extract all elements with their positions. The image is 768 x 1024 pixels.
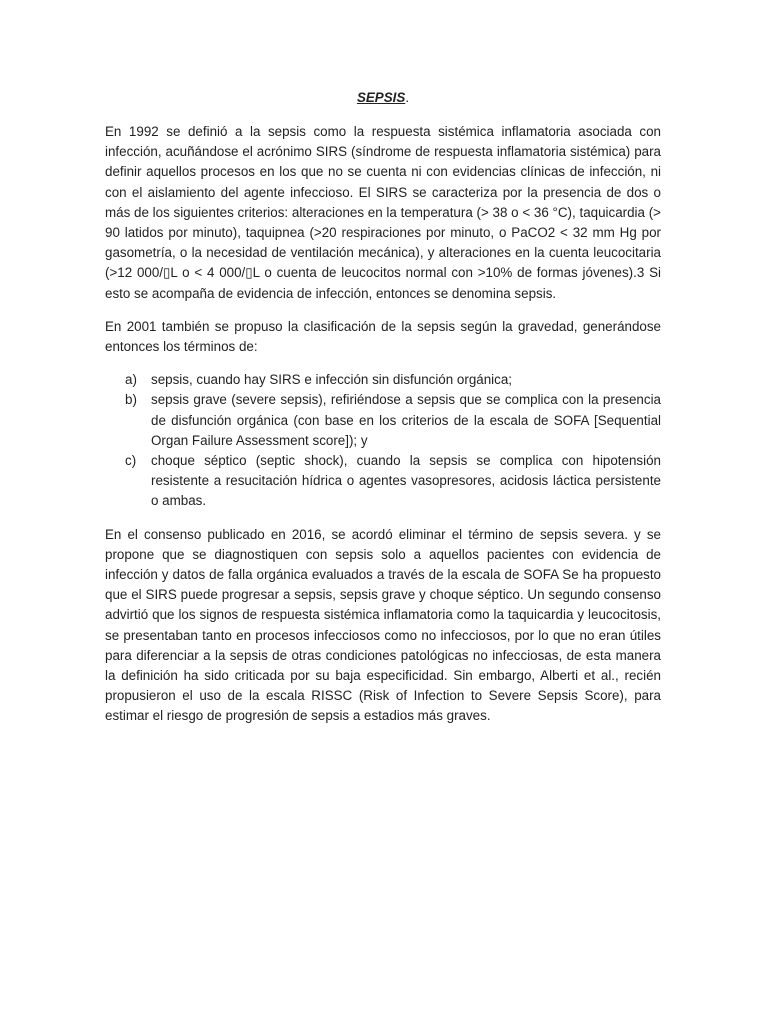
list-item-text: sepsis, cuando hay SIRS e infección sin disfunción orgánica; xyxy=(151,372,513,388)
list-item xyxy=(105,390,661,451)
list-item xyxy=(105,370,661,390)
list-item-text: choque séptico (septic shock), cuando la sepsis se complica con hipotensión resistente a resucitación hídrica o agentes vasopresores, acidosis láctica persistente o ambas. xyxy=(151,453,661,509)
list-marker: c) xyxy=(125,453,137,469)
title-period: . xyxy=(405,90,410,105)
title-text: SEPSIS xyxy=(356,90,406,105)
list-marker: a) xyxy=(125,372,137,388)
paragraph-2016-consensus: En el consenso publicado en 2016, se acordó eliminar el término de sepsis severa. y se propone que se diagnostiquen con sepsis solo a aquellos pacientes con evidencia de infección y datos de falla orgánica evaluados a través de la escala de SOFA Se ha propuesto que el SIRS puede progresar a sepsis, sepsis grave y choque séptico. Un segundo consenso advirtió que los signos de respuesta sistémica inflamatoria como la taquicardia y leucocitosis, se presentaban tanto en procesos infecciosos como no infecciosos, por lo que no eran útiles para diferenciar a la sepsis de otras condiciones patológicas no infecciosas, de esta manera la definición ha sido criticada por su baja especificidad. Sin embargo, Alberti et al., recién propusieron el uso de la escala RISSC (Risk of Infection to Severe Sepsis Score), para estimar el riesgo de progresión de sepsis a estadios más graves. xyxy=(105,526,661,724)
list-marker: b) xyxy=(125,392,137,408)
document-title xyxy=(105,88,661,108)
list-item-text: sepsis grave (severe sepsis), refiriéndose a sepsis que se complica con la presencia de disfunción orgánica (con base en los criterios de la escala de SOFA [Sequential Organ Failure Assessment score]); y xyxy=(151,392,661,448)
paragraph-2001-classification: En 2001 también se propuso la clasificación de la sepsis según la gravedad, generándose entonces los términos de: xyxy=(105,318,661,355)
classification-list xyxy=(105,370,661,511)
document-page xyxy=(105,88,661,740)
paragraph-1992-definition: En 1992 se definió a la sepsis como la respuesta sistémica inflamatoria asociada con infección, acuñándose el acrónimo SIRS (síndrome de respuesta inflamatoria sistémica) para definir aquellos procesos en los que no se cuenta ni con evidencias clínicas de infección, ni con el aislamiento del agente infeccioso. El SIRS se caracteriza por la presencia de dos o más de los siguientes criterios: alteraciones en la temperatura (> 38 o < 36 °C), taquicardia (> 90 latidos por minuto), taquipnea (>20 respiraciones por minuto, o PaCO2 < 32 mm Hg por gasometría, o la necesidad de ventilación mecánica), y alteraciones en la cuenta leucocitaria (>12 000/▯L o < 4 000/▯L o cuenta de leucocitos normal con >10% de formas jóvenes).3 Si esto se acompaña de evidencia de infección, entonces se denomina sepsis. xyxy=(105,124,661,301)
list-item xyxy=(105,451,661,512)
